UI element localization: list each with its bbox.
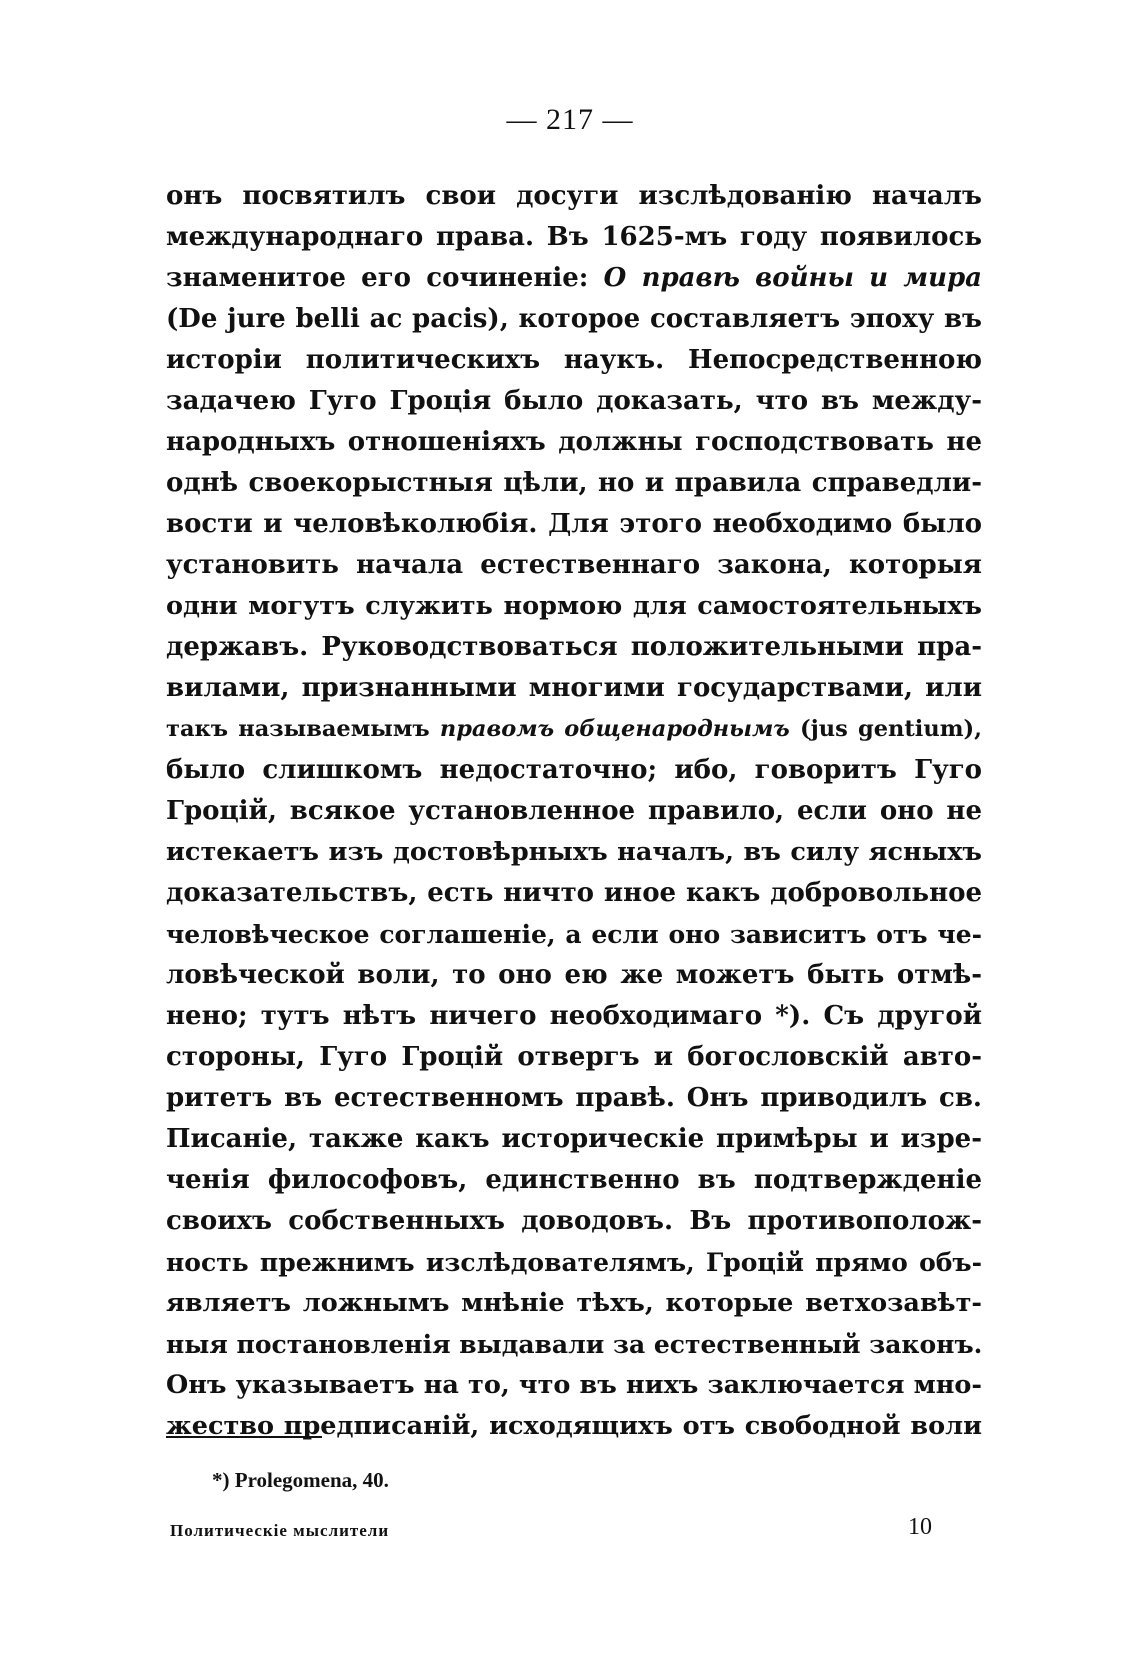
- text-line: установить начала естественнаго закона, которыя: [166, 550, 982, 580]
- text-line: своихъ собственныхъ доводовъ. Въ противополож-: [166, 1206, 982, 1236]
- text-line: задачею Гуго Гроція было доказать, что въ между-: [166, 386, 982, 416]
- text-line: являетъ ложнымъ мнѣніе тѣхъ, которые ветхозавѣт-: [166, 1288, 982, 1318]
- footnote-divider: [166, 1436, 322, 1438]
- text-line: вости и человѣколюбія. Для этого необходимо было: [166, 509, 982, 539]
- text-line: истекаетъ изъ достовѣрныхъ началъ, въ силу ясныхъ: [166, 837, 982, 867]
- text-line: знаменитое его сочиненіе: О правѣ войны и мира: [166, 263, 982, 293]
- signature-mark: 10: [908, 1514, 932, 1540]
- text-line: человѣческое соглашеніе, а если оно зависитъ отъ че-: [166, 920, 982, 949]
- footnote: *) Prolegomena, 40.: [212, 1468, 389, 1492]
- text-line: ченія философовъ, единственно въ подтвержденіе: [166, 1165, 982, 1195]
- text-line: ныя постановленія выдавали за естественный законъ.: [166, 1330, 982, 1359]
- text-line: жество предписаній, исходящихъ отъ свободной воли: [166, 1411, 982, 1441]
- text-line: ловѣческой воли, то оно ею же можетъ быть отмѣ-: [166, 960, 982, 990]
- text-line: такъ называемымъ правомъ общенароднымъ (jus gentium),: [166, 716, 982, 742]
- text-line: Гроцій, всякое установленное правило, если оно не: [166, 796, 982, 826]
- text-line: было слишкомъ недостаточно; ибо, говоритъ Гуго: [166, 755, 982, 785]
- text-line: нено; тутъ нѣтъ ничего необходимаго *). Съ другой: [166, 1001, 982, 1031]
- italic-title: О правѣ войны и мира: [603, 263, 982, 293]
- text-line: Писаніе, также какъ историческіе примѣры и изре-: [166, 1124, 982, 1154]
- text-line: народныхъ отношеніяхъ должны господствовать не: [166, 427, 982, 457]
- body-text: [166, 176, 982, 1447]
- page-number: — 217 —: [506, 103, 634, 136]
- text-line: державъ. Руководствоваться положительными пра-: [166, 632, 982, 662]
- text-line: однѣ своекорыстныя цѣли, но и правила справедли-: [166, 468, 982, 498]
- text-line: стороны, Гуго Гроцій отвергъ и богословскій авто-: [166, 1042, 982, 1072]
- text-line: онъ посвятилъ свои досуги изслѣдованію началъ: [166, 181, 982, 211]
- text-line: Онъ указываетъ на то, что въ нихъ заключается мно-: [166, 1370, 982, 1400]
- text-line: международнаго права. Въ 1625-мъ году появилось: [166, 222, 982, 252]
- printer-signature: Политическіе мыслители: [170, 1521, 390, 1540]
- text-line: исторіи политическихъ наукъ. Непосредственною: [166, 345, 982, 375]
- text-line: ритетъ въ естественномъ правѣ. Онъ приводилъ св.: [166, 1083, 982, 1113]
- text-line: (De jure belli ac pacis), которое составляетъ эпоху въ: [166, 304, 982, 334]
- italic-title: правомъ общенароднымъ: [439, 716, 790, 742]
- text-line: вилами, признанными многими государствами, или: [166, 673, 982, 703]
- text-line: доказательствъ, есть ничто иное какъ добровольное: [166, 878, 982, 908]
- text-line: ность прежнимъ изслѣдователямъ, Гроцій прямо объ-: [166, 1248, 982, 1277]
- text-line: одни могутъ служить нормою для самостоятельныхъ: [166, 591, 982, 621]
